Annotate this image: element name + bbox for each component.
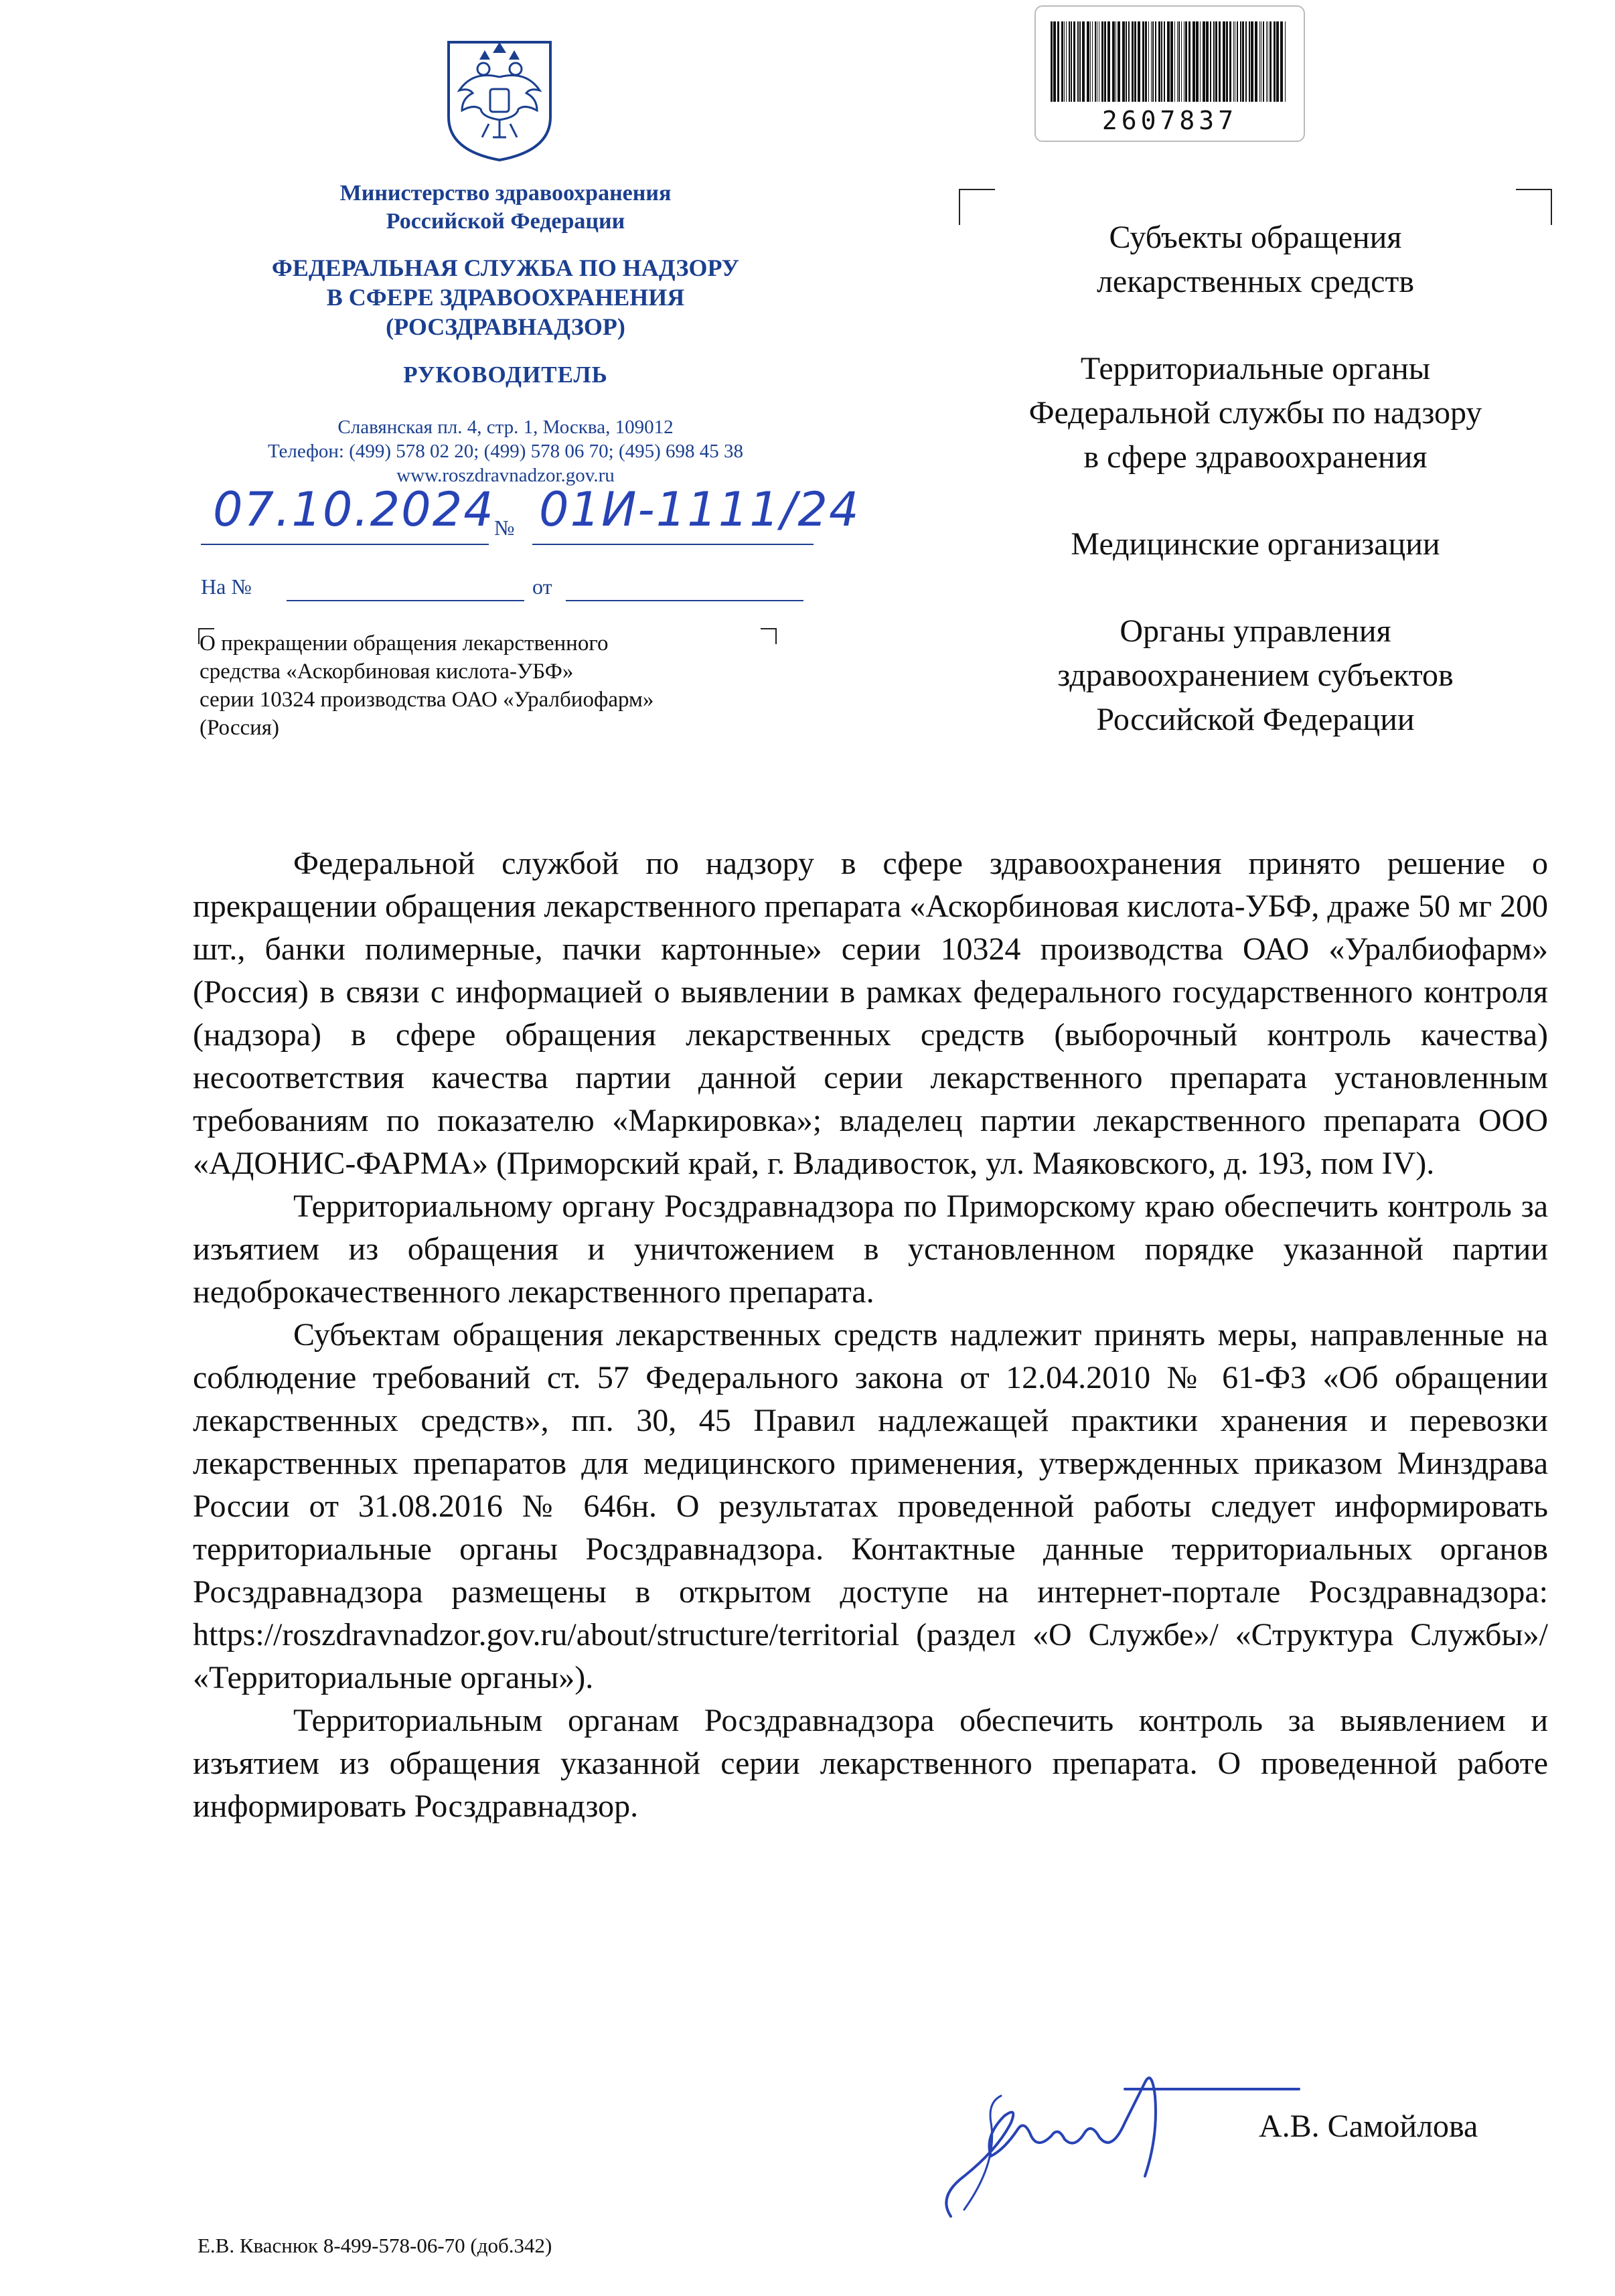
addressee: Субъекты обращения лекарственных средств	[1096, 220, 1415, 299]
barcode-bar	[1132, 21, 1134, 102]
ref-date-line	[566, 600, 803, 601]
barcode-bar	[1158, 21, 1160, 102]
barcode-bars	[1051, 21, 1286, 102]
barcode-bar	[1193, 21, 1195, 102]
barcode-bar	[1240, 21, 1241, 102]
website: www.roszdravnadzor.gov.ru	[396, 465, 615, 486]
number-label: №	[494, 516, 515, 540]
ref-number-line	[287, 600, 524, 601]
barcode-bar	[1251, 21, 1253, 102]
barcode-bar	[1066, 21, 1067, 102]
barcode-bar	[1280, 21, 1283, 102]
barcode	[1034, 5, 1305, 142]
coat-of-arms-icon	[442, 37, 557, 164]
barcode-bar	[1090, 21, 1091, 102]
barcode-bar	[1226, 21, 1228, 102]
barcode-bar	[1077, 21, 1079, 102]
date-underline	[201, 544, 489, 545]
barcode-bar	[1092, 21, 1093, 102]
addressee: Медицинские организации	[1071, 526, 1440, 562]
addressee: Органы управления здравоохранением субъектов Российской Федерации	[1057, 613, 1454, 737]
ref-from-label: от	[532, 575, 552, 599]
barcode-bar	[1061, 21, 1063, 102]
barcode-bar	[1164, 21, 1165, 102]
registration-date: 07.10.2024	[213, 482, 495, 537]
barcode-bar	[1128, 21, 1130, 102]
body-paragraph: Территориальным органам Росздравнадзора обеспечить контроль за выявлением и изъятием из обращения указанной серии лекарственного препарата. О проведенной работе информировать Росздравнадзор.	[193, 1703, 1548, 1824]
barcode-bar	[1267, 21, 1268, 102]
barcode-bar	[1104, 21, 1106, 102]
barcode-bar	[1200, 21, 1201, 102]
registration-number: 01И-1111/24	[539, 482, 860, 537]
letter-body	[193, 842, 1548, 1828]
subject: О прекращении обращения лекарственного средства «Аскорбиновая кислота-УБФ» серии 10324 производства ОАО «Уралбиофарм» (Россия)	[200, 631, 654, 740]
barcode-bar	[1053, 21, 1056, 102]
addressee: Территориальные органы Федеральной службы по надзору в сфере здравоохранения	[1028, 351, 1482, 475]
barcode-bar	[1229, 21, 1231, 102]
address: Славянская пл. 4, стр. 1, Москва, 109012	[337, 416, 674, 438]
barcode-bar	[1082, 21, 1085, 102]
number-underline	[532, 544, 814, 545]
barcode-bar	[1095, 21, 1096, 102]
barcode-bar	[1237, 21, 1238, 102]
barcode-bar	[1223, 21, 1225, 102]
barcode-bar	[1170, 21, 1173, 102]
barcode-bar	[1276, 21, 1279, 102]
barcode-bar	[1263, 21, 1264, 102]
barcode-bar	[1245, 21, 1247, 102]
barcode-bar	[1145, 21, 1147, 102]
barcode-bar	[1087, 21, 1089, 102]
ref-number-label: На №	[201, 575, 252, 599]
barcode-bar	[1259, 21, 1260, 102]
contact-block	[134, 415, 877, 487]
barcode-bar	[1270, 21, 1272, 102]
barcode-bar	[1219, 21, 1221, 102]
barcode-bar	[1057, 21, 1059, 102]
barcode-bar	[1181, 21, 1182, 102]
barcode-bar	[1215, 21, 1217, 102]
barcode-bar	[1064, 21, 1065, 102]
barcode-bar	[1148, 21, 1149, 102]
barcode-bar	[1274, 21, 1276, 102]
barcode-bar	[1142, 21, 1144, 102]
barcode-bar	[1167, 21, 1170, 102]
barcode-bar	[1203, 21, 1205, 102]
barcode-bar	[1285, 21, 1286, 102]
executor-contact: Е.В. Кваснюк 8-499-578-06-70 (доб.342)	[198, 2234, 552, 2257]
barcode-bar	[1178, 21, 1180, 102]
barcode-bar	[1118, 21, 1120, 102]
barcode-bar	[1073, 21, 1075, 102]
barcode-bar	[1249, 21, 1250, 102]
barcode-number: 2607837	[1101, 106, 1238, 135]
head-title: РУКОВОДИТЕЛЬ	[403, 362, 608, 388]
barcode-bar	[1266, 21, 1267, 102]
barcode-bar	[1255, 21, 1257, 102]
barcode-bar	[1152, 21, 1154, 102]
barcode-bar	[1069, 21, 1070, 102]
barcode-bar	[1051, 21, 1053, 102]
body-paragraph: Субъектам обращения лекарственных средств надлежит принять меры, направленные на соблюдение требований ст. 57 Федерального закона от 12.04.2010 № 61-ФЗ «Об обращении лекарственных средств», пп. 30, 45 Правил надлежащей практики хранения и перевозки лекарственных препаратов для медицинского применения, утвержденных приказом Минздрава России от 31.08.2016 № 646н. О результатах проведенной работы следует информировать территориальные органы Росздравнадзора. Контактные данные территориальных органов Росздравнадзора размещены в открытом доступе на интернет-портале Росздравнадзора: https://roszdravnadzor.gov.ru/about/structure/territorial (раздел «О Службе»/ «Структура Службы»/ «Территориальные органы»).	[193, 1317, 1548, 1695]
barcode-bar	[1107, 21, 1110, 102]
signatory-name: А.В. Самойлова	[1259, 2109, 1478, 2144]
barcode-bar	[1101, 21, 1103, 102]
barcode-bar	[1174, 21, 1175, 102]
barcode-bar	[1188, 21, 1190, 102]
ministry-name: Министерство здравоохранения Российской Федерации	[339, 181, 672, 234]
barcode-bar	[1233, 21, 1234, 102]
barcode-bar	[1161, 21, 1162, 102]
barcode-bar	[1138, 21, 1140, 102]
barcode-bar	[1134, 21, 1136, 102]
body-paragraph: Территориальному органу Росздравнадзора по Приморскому краю обеспечить контроль за изъятием из обращения и уничтожением в установленном порядке указанной партии недоброкачественного лекарственного препарата.	[193, 1189, 1548, 1310]
barcode-bar	[1151, 21, 1152, 102]
barcode-bar	[1242, 21, 1244, 102]
barcode-bar	[1112, 21, 1115, 102]
barcode-bar	[1079, 21, 1081, 102]
barcode-bar	[1206, 21, 1209, 102]
barcode-bar	[1213, 21, 1215, 102]
body-paragraph: Федеральной службой по надзору в сфере здравоохранения принято решение о прекращении обращения лекарственного препарата «Аскорбиновая кислота-УБФ, драже 50 мг 200 шт., банки полимерные, пачки картонные» серии 10324 производства ОАО «Уралбиофарм» (Россия) в связи с информацией о выявлении в рамках федерального государственного контроля (надзора) в сфере обращения лекарственных средств (выборочный контроль качества) несоответствия качества партии данной серии лекарственного препарата установленным требованиям по показателю «Маркировка»; владелец партии лекарственного препарата ООО «АДОНИС-ФАРМА» (Приморский край, г. Владивосток, ул. Маяковского, д. 193, пом IV).	[193, 846, 1549, 1181]
addressees	[964, 216, 1547, 785]
barcode-bar	[1185, 21, 1187, 102]
barcode-bar	[1210, 21, 1211, 102]
barcode-bar	[1196, 21, 1199, 102]
barcode-bar	[1126, 21, 1127, 102]
service-name: ФЕДЕРАЛЬНАЯ СЛУЖБА ПО НАДЗОРУ В СФЕРЕ ЗДРАВООХРАНЕНИЯ (РОСЗДРАВНАДЗОР)	[271, 254, 740, 340]
barcode-bar	[1122, 21, 1125, 102]
barcode-bar	[1071, 21, 1072, 102]
barcode-bar	[1155, 21, 1156, 102]
phones: Телефон: (499) 578 02 20; (499) 578 06 70; (495) 698 45 38	[267, 441, 744, 462]
barcode-bar	[1177, 21, 1178, 102]
